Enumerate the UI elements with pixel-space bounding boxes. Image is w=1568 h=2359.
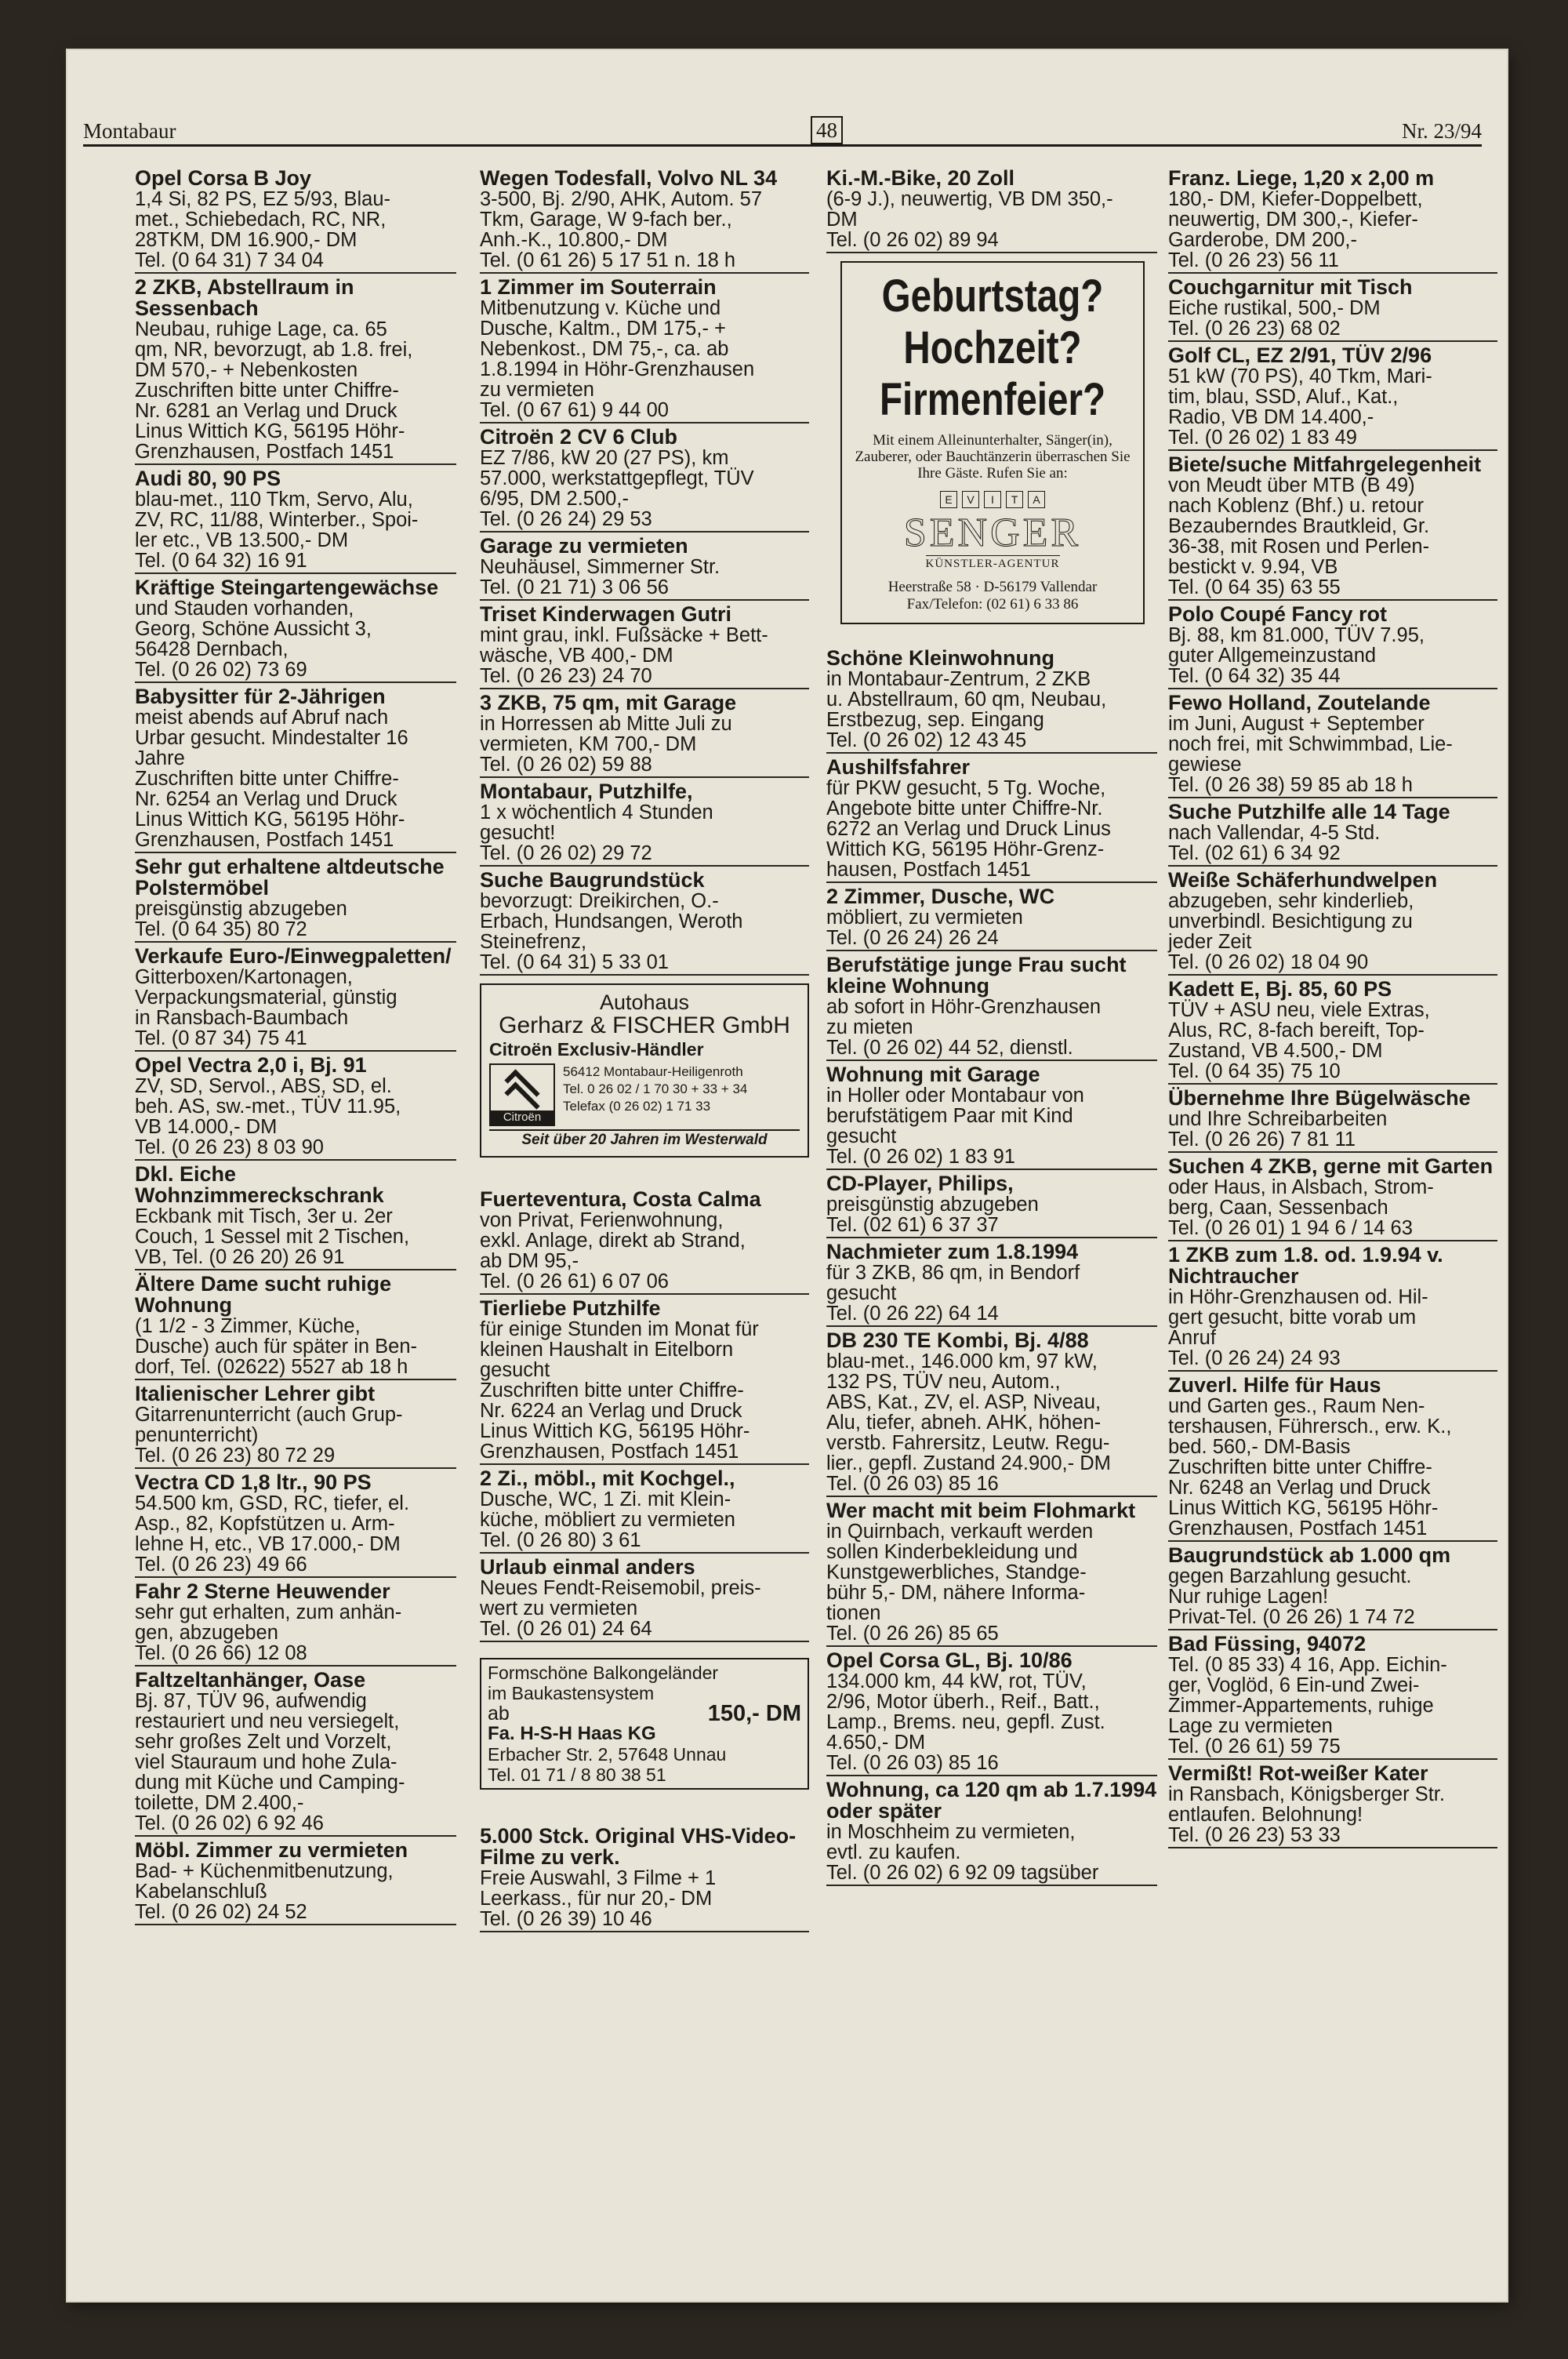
classified-ad-body: möbliert, zu vermieten Tel. (0 26 24) 26 24 bbox=[826, 907, 1023, 949]
classified-ad-body: in Moschheim zu vermieten, evtl. zu kaufen. Tel. (0 26 02) 6 92 09 tagsüber bbox=[826, 1821, 1099, 1884]
classified-ad-title: Wegen Todesfall, Volvo NL 34 bbox=[480, 166, 778, 190]
classified-ad-body: und Garten ges., Raum Nen- tershausen, Führersch., erw. K., bed. 560,- DM-Basis Zuschriften bitte unter Chiffre- Nr. 6248 an Verlag und Druck Linus Wittich KG, 56195 Höhr- Grenzhausen, Postfach 1451 bbox=[1168, 1395, 1452, 1539]
classified-ad-title: 5.000 Stck. Original VHS-Video-Filme zu verk. bbox=[480, 1824, 797, 1869]
classified-ad bbox=[480, 781, 809, 867]
classified-ad-body: in Ransbach, Königsberger Str. entlaufen. Belohnung! Tel. (0 26 23) 53 33 bbox=[1168, 1783, 1445, 1846]
classified-ad bbox=[480, 536, 809, 601]
classified-ad-title: Opel Vectra 2,0 i, Bj. 91 bbox=[135, 1053, 367, 1077]
classified-ad-title: Ki.-M.-Bike, 20 Zoll bbox=[826, 166, 1015, 190]
classified-ad-title: Suchen 4 ZKB, gerne mit Garten bbox=[1168, 1154, 1494, 1178]
party-line-company: Firmenfeier? bbox=[879, 374, 1106, 425]
classified-ad-title: Kräftige Steingartengewächse bbox=[135, 576, 439, 599]
classified-ad-title: Tierliebe Putzhilfe bbox=[480, 1296, 661, 1320]
classified-ad bbox=[135, 1472, 456, 1578]
classified-ad-body: preisgünstig abzugeben Tel. (0 64 35) 80 72 bbox=[135, 898, 347, 940]
classified-ad-body: in Montabaur-Zentrum, 2 ZKB u. Abstellraum, 60 qm, Neubau, Erstbezug, sep. Eingang Tel. (0 26 02) 12 43 45 bbox=[826, 668, 1107, 751]
classified-ad bbox=[480, 870, 809, 976]
classified-ad-title: Golf CL, EZ 2/91, TÜV 2/96 bbox=[1168, 343, 1432, 367]
classified-ad-title: Fahr 2 Sterne Heuwender bbox=[135, 1579, 390, 1603]
classified-ad bbox=[1168, 345, 1497, 451]
classified-list bbox=[826, 648, 1157, 1886]
header-rule bbox=[83, 144, 1482, 147]
classified-ad bbox=[1168, 1245, 1497, 1372]
balkon-line1: Formschöne Balkongeländer bbox=[488, 1663, 719, 1683]
classified-ad-title: Urlaub einmal anders bbox=[480, 1555, 695, 1579]
classified-ad-body: 1,4 Si, 82 PS, EZ 5/93, Blau- met., Schiebedach, RC, NR, 28TKM, DM 16.900,- DM Tel. (0 64 31) 7 34 04 bbox=[135, 188, 391, 271]
classified-list bbox=[826, 168, 1157, 253]
classified-ad-title: 3 ZKB, 75 qm, mit Garage bbox=[480, 691, 737, 714]
header-town: Montabaur bbox=[83, 119, 176, 143]
classified-ad-title: Zuverl. Hilfe für Haus bbox=[1168, 1373, 1381, 1397]
classified-list bbox=[480, 168, 809, 976]
classified-list bbox=[480, 1189, 809, 1642]
classified-ad-title: Aushilfsfahrer bbox=[826, 755, 971, 779]
classified-ad bbox=[826, 1173, 1157, 1238]
autohaus-tel: Tel. 0 26 02 / 1 70 30 + 33 + 34 bbox=[563, 1081, 748, 1096]
classified-ad bbox=[480, 168, 809, 274]
classified-ad-title: 1 ZKB zum 1.8. od. 1.9.94 v. Nichtraucher bbox=[1168, 1243, 1443, 1288]
classified-ad-body: abzugeben, sehr kinderlieb, unverbindl. Besichtigung zu jeder Zeit Tel. (0 26 02) 18 04 90 bbox=[1168, 890, 1414, 973]
classified-ad-body: Gitterboxen/Kartonagen, Verpackungsmaterial, günstig in Ransbach-Baumbach Tel. (0 87 34) 75 41 bbox=[135, 966, 397, 1049]
classified-ad-title: Kadett E, Bj. 85, 60 PS bbox=[1168, 977, 1392, 1001]
classified-ad-title: Vectra CD 1,8 ltr., 90 PS bbox=[135, 1470, 372, 1494]
classified-ad bbox=[826, 1241, 1157, 1327]
balkon-price-prefix: ab bbox=[488, 1703, 510, 1725]
classified-ad-body: 180,- DM, Kiefer-Doppelbett, neuwertig, DM 300,-, Kiefer- Garderobe, DM 200,- Tel. (0 26 23) 56 11 bbox=[1168, 188, 1423, 271]
classified-ad-title: Wohnung, ca 120 qm ab 1.7.1994 oder später bbox=[826, 1778, 1157, 1823]
classified-ad bbox=[135, 1581, 456, 1667]
classified-ad bbox=[480, 1298, 809, 1465]
classified-ad-title: Fewo Holland, Zoutelande bbox=[1168, 691, 1431, 714]
classified-ad-body: TÜV + ASU neu, viele Extras, Alus, RC, 8-fach bereift, Top- Zustand, VB 4.500,- DM Tel. (0 64 35) 75 10 bbox=[1168, 999, 1430, 1082]
classified-ad-title: Vermißt! Rot-weißer Kater bbox=[1168, 1761, 1428, 1785]
classified-ad bbox=[480, 604, 809, 689]
classified-ad bbox=[135, 277, 456, 465]
column-4 bbox=[1168, 168, 1497, 1852]
classified-ad-body: Freie Auswahl, 3 Filme + 1 Leerkass., für nur 20,- DM Tel. (0 26 39) 10 46 bbox=[480, 1867, 717, 1930]
classified-ad-body: Neuhäusel, Simmerner Str. Tel. (0 21 71) 3 06 56 bbox=[480, 556, 720, 598]
classified-ad bbox=[135, 1670, 456, 1837]
classified-ad bbox=[135, 1055, 456, 1161]
classified-ad-body: Eiche rustikal, 500,- DM Tel. (0 26 23) 68 02 bbox=[1168, 297, 1381, 340]
classified-ad-title: Baugrundstück ab 1.000 qm bbox=[1168, 1543, 1451, 1567]
classified-ad bbox=[1168, 1156, 1497, 1241]
classified-ad-body: in Höhr-Grenzhausen od. Hil- gert gesucht, bitte vorab um Anruf Tel. (0 26 24) 24 93 bbox=[1168, 1286, 1428, 1369]
classified-ad-body: (6-9 J.), neuwertig, VB DM 350,- DM Tel. (0 26 02) 89 94 bbox=[826, 188, 1113, 251]
classified-ad-title: Verkaufe Euro-/Einwegpaletten/ bbox=[135, 944, 452, 968]
classified-ad bbox=[1168, 1375, 1497, 1542]
classified-ad-title: Babysitter für 2-Jährigen bbox=[135, 685, 386, 708]
classified-ad-title: 2 ZKB, Abstellraum in Sessenbach bbox=[135, 275, 354, 320]
classified-ad-title: Citroën 2 CV 6 Club bbox=[480, 425, 678, 449]
classified-ad bbox=[1168, 979, 1497, 1085]
classified-ad bbox=[135, 686, 456, 853]
senger-badge bbox=[850, 491, 1135, 508]
classified-ad-body: bevorzugt: Dreikirchen, O.- Erbach, Hundsangen, Weroth Steinefrenz, Tel. (0 64 31) 5 33 01 bbox=[480, 890, 743, 973]
classified-ad bbox=[1168, 1763, 1497, 1848]
classified-ad bbox=[826, 757, 1157, 883]
classified-ad-body: Neues Fendt-Reisemobil, preis- wert zu vermieten Tel. (0 26 01) 24 64 bbox=[480, 1577, 761, 1640]
classified-ad bbox=[1168, 454, 1497, 601]
classified-ad-title: Dkl. Eiche Wohnzimmereckschrank bbox=[135, 1162, 384, 1207]
classified-ad-body: preisgünstig abzugeben Tel. (02 61) 6 37 37 bbox=[826, 1194, 1039, 1236]
senger-phone: Fax/Telefon: (02 61) 6 33 86 bbox=[906, 596, 1079, 612]
classified-ad-title: Möbl. Zimmer zu vermieten bbox=[135, 1838, 408, 1862]
classified-ad-body: von Privat, Ferienwohnung, exkl. Anlage, direkt ab Strand, ab DM 95,- Tel. (0 26 61) 6 07 06 bbox=[480, 1209, 746, 1292]
classified-ad-body: in Horressen ab Mitte Juli zu vermieten, KM 700,- DM Tel. (0 26 02) 59 88 bbox=[480, 713, 732, 776]
classified-ad bbox=[1168, 870, 1497, 976]
classified-ad bbox=[1168, 801, 1497, 867]
senger-address: Heerstraße 58 · D-56179 Vallendar bbox=[887, 579, 1098, 595]
classified-ad-title: Polo Coupé Fancy rot bbox=[1168, 602, 1388, 626]
classified-ad-body: Bj. 87, TÜV 96, aufwendig restauriert und neu versiegelt, sehr großes Zelt und Vorzelt, viel Stauraum und hohe Zula- dung mit Küche und Camping- toilette, DM 2.400,- Tel. (0 26 02) 6 92 46 bbox=[135, 1690, 405, 1834]
classified-ad-title: Sehr gut erhaltene altdeutsche Polstermöbel bbox=[135, 855, 445, 900]
classified-ad-body: in Holler oder Montabaur von berufstätigem Paar mit Kind gesucht Tel. (0 26 02) 1 83 91 bbox=[826, 1085, 1084, 1168]
classified-ad bbox=[1168, 1545, 1497, 1630]
classified-ad-body: 1 x wöchentlich 4 Stunden gesucht! Tel. (0 26 02) 29 72 bbox=[480, 801, 713, 864]
classified-ad bbox=[826, 954, 1157, 1061]
classified-ad-body: Bad- + Küchenmitbenutzung, Kabelanschluß Tel. (0 26 02) 24 52 bbox=[135, 1860, 394, 1923]
classified-ad-title: Wer macht mit beim Flohmarkt bbox=[826, 1499, 1136, 1522]
classified-ad bbox=[826, 886, 1157, 951]
balkon-price-row bbox=[488, 1703, 801, 1724]
classified-ad-body: oder Haus, in Alsbach, Strom- berg, Caan, Sessenbach Tel. (0 26 01) 1 94 6 / 14 63 bbox=[1168, 1176, 1434, 1239]
classified-list bbox=[480, 1826, 809, 1932]
classified-ad bbox=[826, 1650, 1157, 1776]
badge-letter: E bbox=[940, 491, 957, 508]
classified-ad-body: sehr gut erhalten, zum anhän- gen, abzugeben Tel. (0 26 66) 12 08 bbox=[135, 1601, 402, 1664]
classified-ad-body: 51 kW (70 PS), 40 Tkm, Mari- tim, blau, SSD, Aluf., Kat., Radio, VB DM 14.400,- Tel. (0 26 02) 1 83 49 bbox=[1168, 365, 1432, 449]
autohaus-details bbox=[489, 1063, 800, 1126]
classified-ad bbox=[135, 468, 456, 574]
page-number: 48 bbox=[811, 116, 843, 144]
autohaus-firm: Gerharz & FISCHER GmbH bbox=[499, 1012, 790, 1038]
autohaus-title: Autohaus bbox=[599, 990, 690, 1014]
classified-ad-body: ab sofort in Höhr-Grenzhausen zu mieten Tel. (0 26 02) 44 52, dienstl. bbox=[826, 996, 1102, 1059]
classified-ad-title: Fuerteventura, Costa Calma bbox=[480, 1187, 761, 1211]
classified-ad-title: Faltzeltanhänger, Oase bbox=[135, 1668, 366, 1692]
party-line-birthday: Geburtstag? bbox=[881, 271, 1104, 322]
classified-ad bbox=[135, 1840, 456, 1925]
classified-ad-body: meist abends auf Abruf nach Urbar gesucht. Mindestalter 16 Jahre Zuschriften bitte unter Chiffre- Nr. 6254 an Verlag und Druck Linus Wittich KG, 56195 Höhr- Grenzhausen, Postfach 1451 bbox=[135, 707, 408, 851]
classified-ad-body: Mitbenutzung v. Küche und Dusche, Kaltm., DM 175,- + Nebenkost., DM 75,-, ca. ab 1.8.1994 in Höhr-Grenzhausen zu vermieten Tel. (0 67 61) 9 44 00 bbox=[480, 297, 755, 421]
classified-ad-body: von Meudt über MTB (B 49) nach Koblenz (Bhf.) u. retour Bezaubernd​es Brautkleid, Gr. 36-38, mit Rosen und Perlen- bestickt v. 9.94, VB Tel. (0 64 35) 63 55 bbox=[1168, 474, 1430, 598]
classified-ad bbox=[135, 946, 456, 1052]
classified-ad bbox=[480, 1189, 809, 1295]
classified-ad-title: Audi 80, 90 PS bbox=[135, 467, 281, 490]
classified-ad-body: Bj. 88, km 81.000, TÜV 7.95, guter Allgemeinzustand Tel. (0 64 32) 35 44 bbox=[1168, 624, 1425, 687]
classified-ad bbox=[1168, 604, 1497, 689]
classified-ad bbox=[135, 856, 456, 943]
classified-ad bbox=[1168, 1634, 1497, 1760]
classified-ad-title: Ältere Dame sucht ruhige Wohnung bbox=[135, 1272, 392, 1317]
classified-ad bbox=[826, 648, 1157, 754]
senger-agency-label: KÜNSTLER-AGENTUR bbox=[926, 555, 1060, 571]
classified-ad-body: (1 1/2 - 3 Zimmer, Küche, Dusche) auch für später in Ben- dorf, Tel. (02622) 5527 ab 18 h bbox=[135, 1315, 418, 1378]
classified-ad bbox=[480, 1468, 809, 1554]
classified-ad-body: Dusche, WC, 1 Zi. mit Klein- küche, möbliert zu vermieten Tel. (0 26 80) 3 61 bbox=[480, 1488, 735, 1551]
classified-ad-body: blau-met., 146.000 km, 97 kW, 132 PS, TÜV neu, Autom., ABS, Kat., ZV, el. ASP, Niveau, Alu, tiefer, abneh. AHK, höhen- verstb. Fahrersitz, Leutw. Regu- lier., gepfl. Zustand 24.900,- DM Tel. (0 26 03) 85 16 bbox=[826, 1350, 1111, 1495]
issue-number: Nr. 23/94 bbox=[1401, 119, 1482, 143]
classified-ad bbox=[135, 1274, 456, 1380]
column-2 bbox=[480, 168, 809, 1936]
classified-ad bbox=[826, 168, 1157, 253]
autohaus-contact bbox=[563, 1063, 747, 1126]
classified-ad-body: 3-500, Bj. 2/90, AHK, Autom. 57 Tkm, Garage, W 9-fach ber., Anh.-K., 10.800,- DM Tel. (0 61 26) 5 17 51 n. 18 h bbox=[480, 188, 763, 271]
autohaus-slogan: Seit über 20 Jahren im Westerwald bbox=[489, 1129, 800, 1150]
classified-ad bbox=[826, 1064, 1157, 1170]
classified-ad-title: Berufstätige junge Frau sucht kleine Wohnung bbox=[826, 953, 1127, 998]
classified-ad-title: Couchgarnitur mit Tisch bbox=[1168, 275, 1413, 299]
balkon-line2: im Baukastensystem bbox=[488, 1683, 655, 1703]
classified-ad-body: Eckbank mit Tisch, 3er u. 2er Couch, 1 Sessel mit 2 Tischen, VB, Tel. (0 26 20) 26 91 bbox=[135, 1205, 410, 1268]
classified-ad bbox=[1168, 1088, 1497, 1153]
balkon-ad bbox=[480, 1658, 809, 1790]
classified-ad-body: gegen Barzahlung gesucht. Nur ruhige Lagen! Privat-Tel. (0 26 26) 1 74 72 bbox=[1168, 1565, 1415, 1628]
classified-ad-title: Franz. Liege, 1,20 x 2,00 m bbox=[1168, 166, 1435, 190]
classified-ad-title: Suche Putzhilfe alle 14 Tage bbox=[1168, 800, 1450, 823]
badge-letter: A bbox=[1028, 491, 1045, 508]
autohaus-address: 56412 Montabaur-Heiligenroth bbox=[563, 1064, 743, 1079]
classified-ad-title: 2 Zi., möbl., mit Kochgel., bbox=[480, 1467, 735, 1490]
classified-ad bbox=[826, 1330, 1157, 1497]
classified-ad-body: Gitarrenunterricht (auch Grup- penunterricht) Tel. (0 26 23) 80 72 29 bbox=[135, 1404, 403, 1467]
classified-ad-title: DB 230 TE Kombi, Bj. 4/88 bbox=[826, 1329, 1089, 1352]
classified-ad bbox=[826, 1500, 1157, 1647]
classified-ad-title: Biete/suche Mitfahrgelegenheit bbox=[1168, 453, 1482, 476]
classified-ad bbox=[1168, 277, 1497, 342]
classified-ad-title: 1 Zimmer im Souterrain bbox=[480, 275, 717, 299]
classified-ad-title: CD-Player, Philips, bbox=[826, 1172, 1014, 1195]
classified-ad-title: Montabaur, Putzhilfe, bbox=[480, 780, 693, 803]
classified-ad-body: für PKW gesucht, 5 Tg. Woche, Angebote bitte unter Chiffre-Nr. 6272 an Verlag und Druck Linus Wittich KG, 56195 Höhr-Grenz- hausen, Postfach 1451 bbox=[826, 777, 1111, 881]
balkon-address: Erbacher Str. 2, 57648 Unnau bbox=[488, 1744, 727, 1765]
classified-ad-title: Opel Corsa GL, Bj. 10/86 bbox=[826, 1648, 1073, 1672]
classified-ad-body: 54.500 km, GSD, RC, tiefer, el. Asp., 82, Kopfstützen u. Arm- lehne H, etc., VB 17.000,- DM Tel. (0 26 23) 49 66 bbox=[135, 1492, 410, 1576]
classified-ad-body: ZV, SD, Servol., ABS, SD, el. beh. AS, sw.-met., TÜV 11.95, VB 14.000,- DM Tel. (0 26 23) 8 03 90 bbox=[135, 1075, 401, 1158]
classified-ad bbox=[135, 1164, 456, 1270]
classified-ad bbox=[480, 277, 809, 423]
classified-ad bbox=[480, 692, 809, 778]
classified-ad-body: Neubau, ruhige Lage, ca. 65 qm, NR, bevorzugt, ab 1.8. frei, DM 570,- + Nebenkosten Zuschriften bitte unter Chiffre- Nr. 6281 an Verlag und Druck Linus Wittich KG, 56195 Höhr- Grenzhausen, Postfach 1451 bbox=[135, 318, 413, 463]
classified-ad-body: im Juni, August + September noch frei, mit Schwimmbad, Lie- gewiese Tel. (0 26 38) 59 85 ab 18 h bbox=[1168, 713, 1453, 796]
classified-ad-title: Triset Kinderwagen Gutri bbox=[480, 602, 732, 626]
classified-ad bbox=[480, 427, 809, 533]
party-subtext: Mit einem Alleinunterhalter, Sänger(in), Zauberer, oder Bauchtänzerin überraschen Sie Ihre Gäste. Rufen Sie an: bbox=[855, 432, 1131, 482]
classified-ad-body: für 3 ZKB, 86 qm, in Bendorf gesucht Tel. (0 26 22) 64 14 bbox=[826, 1262, 1080, 1325]
classified-ad bbox=[1168, 168, 1497, 274]
balkon-tel: Tel. 01 71 / 8 80 38 51 bbox=[488, 1765, 666, 1785]
page-header bbox=[83, 63, 1482, 141]
badge-letter: I bbox=[984, 491, 1001, 508]
citroen-logo-label: Citroën bbox=[491, 1110, 554, 1125]
column-3 bbox=[826, 168, 1157, 1889]
classified-ad bbox=[480, 1557, 809, 1642]
classified-list bbox=[1168, 168, 1497, 1848]
classified-ad-body: und Stauden vorhanden, Georg, Schöne Aussicht 3, 56428 Dernbach, Tel. (0 26 02) 73 69 bbox=[135, 598, 372, 681]
classified-ad-body: EZ 7/86, kW 20 (27 PS), km 57.000, werkstattgepflegt, TÜV 6/95, DM 2.500,- Tel. (0 26 24) 29 53 bbox=[480, 447, 754, 530]
balkon-firm: Fa. H-S-H Haas KG bbox=[488, 1723, 656, 1744]
classified-ad bbox=[1168, 692, 1497, 798]
classified-ad-title: Nachmieter zum 1.8.1994 bbox=[826, 1240, 1079, 1263]
classified-ad bbox=[480, 1826, 809, 1932]
classified-ad-title: Garage zu vermieten bbox=[480, 534, 688, 558]
classified-ad-title: Italienischer Lehrer gibt bbox=[135, 1382, 376, 1405]
classified-ad bbox=[135, 1383, 456, 1469]
classified-ad-title: Schöne Kleinwohnung bbox=[826, 646, 1054, 670]
classified-ad-title: Bad Füssing, 94072 bbox=[1168, 1632, 1367, 1656]
badge-letter: T bbox=[1006, 491, 1023, 508]
classified-ad-body: nach Vallendar, 4-5 Std. Tel. (02 61) 6 34 92 bbox=[1168, 822, 1381, 864]
classified-ad-body: 134.000 km, 44 kW, rot, TÜV, 2/96, Motor überh., Reif., Batt., Lamp., Brems. neu, gepfl. Zust. 4.650,- DM Tel. (0 26 03) 85 16 bbox=[826, 1670, 1105, 1774]
senger-agency-ad bbox=[840, 261, 1145, 624]
balkon-price: 150,- DM bbox=[707, 1701, 801, 1726]
classified-ad-body: blau-met., 110 Tkm, Servo, Alu, ZV, RC, 11/88, Winterber., Spoi- ler etc., VB 13.500,- DM Tel. (0 64 32) 16 91 bbox=[135, 489, 419, 572]
senger-logo: SENGER bbox=[903, 511, 1082, 555]
badge-letter: V bbox=[962, 491, 979, 508]
classified-ad-body: Tel. (0 85 33) 4 16, App. Eichin- ger, Voglöd, 6 Ein-und Zwei- Zimmer-Appartements, ruhige Lage zu vermieten Tel. (0 26 61) 59 75 bbox=[1168, 1654, 1447, 1757]
classified-ad-title: Wohnung mit Garage bbox=[826, 1063, 1040, 1086]
classified-ad-title: Übernehme Ihre Bügelwäsche bbox=[1168, 1086, 1471, 1110]
classified-ad bbox=[826, 1779, 1157, 1886]
column-1 bbox=[135, 168, 456, 1928]
classified-ad bbox=[135, 168, 456, 274]
classified-ad bbox=[135, 577, 456, 683]
classified-ad-body: in Quirnbach, verkauft werden sollen Kinderbekleidung und Kunstgewerbliches, Standge- bühr 5,- DM, nähere Informa- tionen Tel. (0 26 26) 85 65 bbox=[826, 1521, 1094, 1645]
classified-ad-body: mint grau, inkl. Fußsäcke + Bett- wäsche, VB 400,- DM Tel. (0 26 23) 24 70 bbox=[480, 624, 768, 687]
autohaus-ad bbox=[480, 983, 809, 1158]
classified-list bbox=[135, 168, 456, 1925]
classified-ad-title: Weiße Schäferhundwelpen bbox=[1168, 868, 1438, 892]
autohaus-fax: Telefax (0 26 02) 1 71 33 bbox=[563, 1099, 711, 1114]
classified-ad-title: Opel Corsa B Joy bbox=[135, 166, 312, 190]
citroen-logo-icon bbox=[489, 1063, 555, 1126]
autohaus-dealer: Citroën Exclusiv-Händler bbox=[489, 1039, 704, 1060]
classified-ad-title: 2 Zimmer, Dusche, WC bbox=[826, 885, 1055, 908]
classified-ad-title: Suche Baugrundstück bbox=[480, 868, 705, 892]
classified-ad-body: und Ihre Schreibarbeiten Tel. (0 26 26) 7 81 11 bbox=[1168, 1108, 1388, 1150]
classified-ad-body: für einige Stunden im Monat für kleinen Haushalt in Eitelborn gesucht Zuschriften bitte unter Chiffre- Nr. 6224 an Verlag und Druck Linus Wittich KG, 56195 Höhr- Grenzhausen, Postfach 1451 bbox=[480, 1318, 759, 1463]
party-line-wedding: Hochzeit? bbox=[903, 322, 1082, 373]
